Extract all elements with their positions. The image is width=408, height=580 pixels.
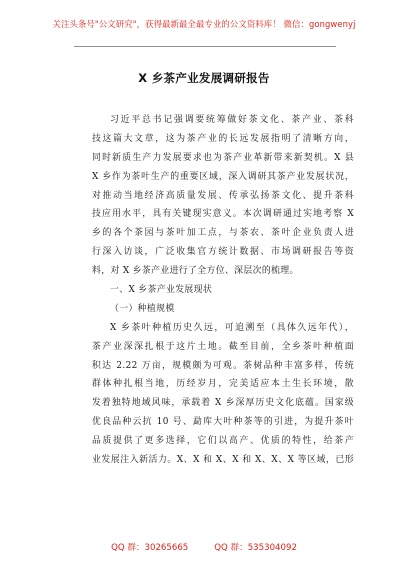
footer-qq-group-1: QQ 群：30265665 [111, 543, 189, 553]
footer-qq-group-2: QQ 群：535304092 [214, 543, 297, 553]
footer-contact [0, 541, 408, 553]
header-banner: 关注头条号"公文研究"，获得最新最全最专业的公文资料库！ 微信：gongwenyj [52, 19, 356, 29]
body-line: 业发展注入新活力。X、X 和 X、X 和 X、X、X 等区域，已形 [92, 455, 354, 466]
body-line: 群体种扎根当地，历经岁月，完美适应本土生长环境，散 [92, 379, 354, 390]
body-line: 技应用水平，具有关键现实意义。本次调研通过实地考察 X [92, 209, 354, 220]
body-line: X 乡作为茶叶生产的重要区域，深入调研其茶产业发展状况， [92, 171, 354, 182]
header-divider [74, 46, 336, 47]
body-line: 乡的各个茶园与茶叶加工点，与茶农、茶叶企业负责人进 [92, 228, 354, 239]
body-line: （一）种植规模 [110, 303, 175, 314]
document-body [92, 111, 354, 470]
body-line: 行深入访谈，广泛收集官方统计数据、市场调研报告等资 [92, 247, 354, 258]
body-line: 技这篇大文章，这为茶产业的长远发展指明了清晰方向， [92, 133, 354, 144]
body-line: 料，对 X 乡茶产业进行了全方位、深层次的梳理。 [92, 266, 299, 277]
body-line: 发着独特地域风味，承载着 X 乡深厚历史文化底蕴。国家级 [92, 398, 354, 409]
body-line: 优良品种云抗 10 号、勐库大叶种茶等的引进，为提升茶叶 [92, 417, 354, 428]
body-line: X 乡茶叶种植历史久远，可追溯至（具体久远年代）， [110, 322, 354, 333]
body-line: 对推动当地经济高质量发展、传承弘扬茶文化、提升茶科 [92, 190, 354, 201]
body-line: 积达 2.22 万亩，规模颇为可观。茶树品种丰富多样，传统 [92, 360, 354, 371]
body-line: 一、X 乡茶产业发展现状 [110, 285, 213, 296]
body-line: 茶产业深深扎根于这片土地。截至目前，全乡茶叶种植面 [92, 341, 354, 352]
body-line: 习近平总书记强调要统筹做好茶文化、茶产业、茶科 [110, 115, 354, 125]
document-title: X 乡茶产业发展调研报告 [138, 71, 270, 85]
body-line: 同时新质生产力发展要求也为茶产业革新带来新契机。X 县 [92, 152, 354, 163]
body-line: 品质提供了更多选择，它们以高产、优质的特性，给茶产 [92, 436, 354, 447]
